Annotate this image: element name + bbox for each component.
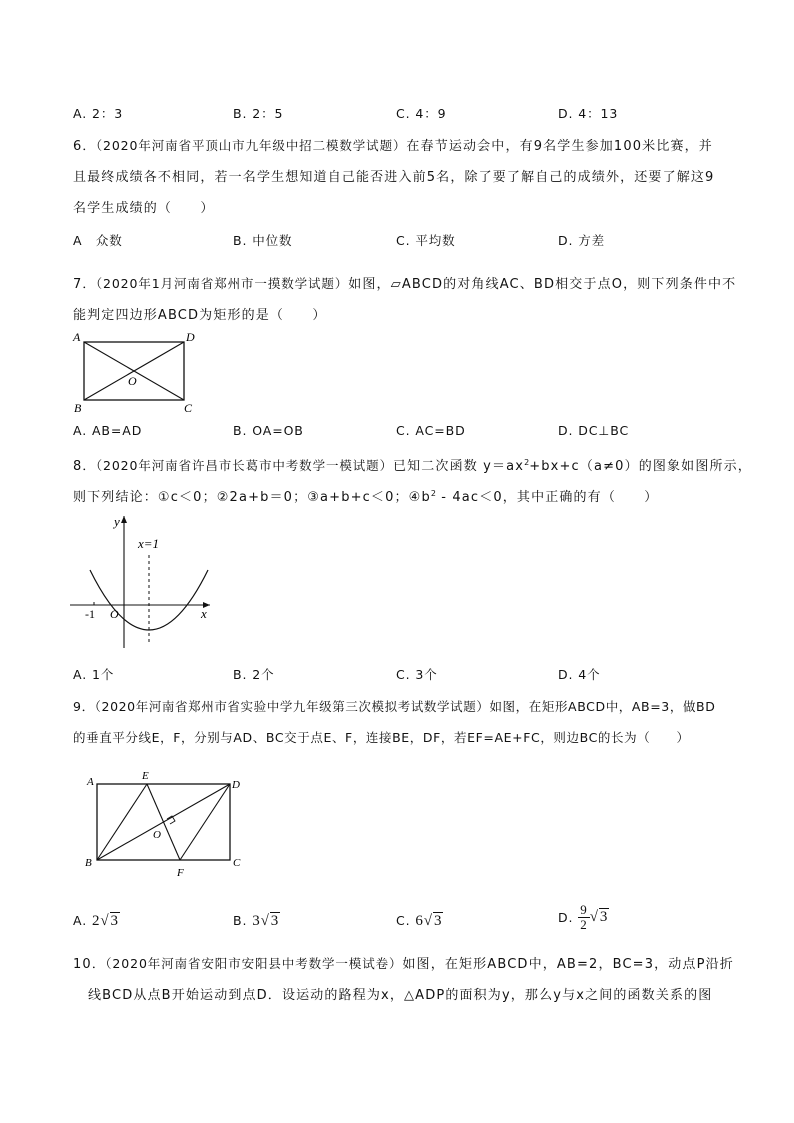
q9-option-a-radicand: 3: [110, 913, 119, 929]
q6-text-1: 在春节运动会中，有9名学生参加100米比赛，并: [406, 139, 713, 154]
q9-label-e: E: [142, 770, 149, 782]
q9-option-c-value: 6√3: [415, 913, 443, 929]
q9-option-c-label: C.: [396, 913, 411, 928]
q8-parabola-figure: [70, 510, 220, 650]
q9-option-b-coef: 3: [252, 913, 261, 929]
q8-option-a[interactable]: A. 1个: [73, 667, 115, 682]
q9-segment-ef: [147, 784, 180, 860]
q5-option-b[interactable]: B. 2：5: [233, 106, 284, 121]
q8-label-axis-eq: x=1: [138, 536, 160, 551]
q9-label-f: F: [177, 867, 184, 879]
q7-text-1: 如图，▱ABCD的对角线AC、BD相交于点O，则下列条件中不: [348, 277, 737, 292]
q9-option-d[interactable]: [558, 903, 609, 932]
q9-segment-be: [97, 784, 147, 860]
q9-option-d-label: D.: [558, 910, 574, 925]
q9-label-d: D: [232, 779, 240, 791]
q7-option-c[interactable]: C. AC=BD: [396, 423, 466, 438]
q6-option-b[interactable]: B. 中位数: [233, 233, 293, 248]
q6-number: 6: [73, 139, 83, 154]
q8-text-2a: 则下列结论：①c＜0；②2a+b＝0；③a+b+c＜0；④b: [73, 490, 431, 505]
q9-label-a: A: [87, 776, 94, 788]
q8-text-1b: +bx+c（a≠0）的图象如图所示，: [529, 459, 752, 474]
q6-option-a[interactable]: A 众数: [73, 233, 123, 248]
q9-text-1: 如图，在矩形ABCD中，AB=3，做BD: [489, 699, 716, 714]
q9-option-b-radicand: 3: [270, 913, 280, 929]
q9-label-b: B: [85, 857, 92, 869]
q7-option-b[interactable]: B. OA=OB: [233, 423, 304, 438]
q8-option-c[interactable]: C. 3个: [396, 667, 438, 682]
q8-option-d[interactable]: D. 4个: [558, 667, 601, 682]
q9-option-d-fraction: [578, 903, 589, 932]
q7-label-d: D: [186, 330, 195, 344]
q8-line-1: [73, 455, 752, 474]
q7-line-1: [73, 273, 736, 292]
q5-option-d[interactable]: D. 4：13: [558, 106, 619, 121]
q10-text-1: 如图，在矩形ABCD中，AB=2，BC=3，动点P沿折: [402, 957, 734, 972]
q6-line-2: 且最终成绩各不相同，若一名学生想知道自己能否进入前5名，除了要了解自己的成绩外，还要了解这9: [73, 170, 715, 185]
q8-text-1a: 已知二次函数 y＝ax: [392, 459, 525, 474]
q10-source: ．（2020年河南省安阳市安阳县中考数学一模试卷）: [91, 956, 403, 971]
q8-label-origin: O: [110, 607, 119, 621]
q8-y-arrow-icon: [121, 516, 127, 523]
q8-exponent-2: 2: [430, 489, 436, 498]
q5-option-c[interactable]: C. 4：9: [396, 106, 447, 121]
q8-label-neg1: -1: [85, 607, 95, 621]
q6-option-d[interactable]: D. 方差: [558, 233, 606, 248]
q8-number: 8: [73, 459, 83, 474]
q7-label-c: C: [184, 401, 193, 414]
q9-source: ．（2020年河南省郑州市省实验中学九年级第三次模拟考试数学试题）: [81, 699, 490, 714]
q7-parallelogram-figure: [70, 328, 200, 414]
q7-number: 7: [73, 277, 83, 292]
q8-line-2: [73, 486, 658, 505]
q9-rectangle-figure: [80, 768, 250, 880]
q5-option-a[interactable]: A. 2：3: [73, 106, 124, 121]
q7-label-a: A: [73, 330, 81, 344]
q9-label-c: C: [233, 857, 241, 869]
q9-option-b-label: B.: [233, 913, 248, 928]
q9-option-c[interactable]: [396, 913, 443, 930]
q9-option-a[interactable]: [73, 913, 120, 930]
q8-option-b[interactable]: B. 2个: [233, 667, 275, 682]
q8-source: ．（2020年河南省许昌市长葛市中考数学一模试题）: [82, 458, 393, 473]
q8-exponent-1: 2: [524, 458, 530, 467]
q6-line-1: [73, 135, 713, 154]
q9-option-c-coef: 6: [415, 913, 424, 929]
q7-label-b: B: [74, 401, 82, 414]
q7-line-2: 能判定四边形ABCD为矩形的是（ ）: [73, 308, 327, 323]
q9-number: 9: [73, 699, 82, 714]
q6-line-3: 名学生成绩的（ ）: [73, 201, 215, 216]
q7-option-a[interactable]: A. AB=AD: [73, 423, 143, 438]
q7-option-d[interactable]: D. DC⊥BC: [558, 423, 630, 438]
q9-label-o: O: [153, 829, 161, 841]
q10-line-1: [73, 953, 734, 972]
q9-option-d-radicand: 3: [599, 909, 609, 925]
q9-line-2: 的垂直平分线E，F，分别与AD、BC交于点E、F，连接BE，DF，若EF=AE+FC，则边BC的长为（ ）: [73, 730, 690, 745]
q9-option-a-label: A.: [73, 913, 88, 928]
q7-source: ．（2020年1月河南省郑州市一摸数学试题）: [82, 276, 349, 291]
q6-source: ．（2020年河南省平顶山市九年级中招二模数学试题）: [82, 138, 407, 153]
q9-option-b-value: 3√3: [252, 913, 280, 929]
q8-label-x: x: [201, 606, 207, 621]
q7-label-o: O: [128, 374, 137, 388]
q10-number: 10: [73, 957, 92, 972]
q8-label-y: y: [114, 514, 120, 529]
q9-line-1: [73, 697, 715, 715]
q9-option-b[interactable]: [233, 913, 280, 930]
q8-text-2b: - 4ac＜0，其中正确的有（ ）: [435, 490, 659, 505]
q9-option-d-denominator: 2: [580, 917, 588, 932]
q9-option-d-root: √3: [589, 909, 609, 925]
q9-option-a-value: 2√3: [91, 913, 119, 929]
q9-option-d-numerator: 9: [580, 902, 588, 917]
q10-line-2: 线BCD从点B开始运动到点D．设运动的路程为x，△ADP的面积为y，那么y与x之间的函数关系的图: [88, 988, 713, 1003]
q6-option-c[interactable]: C. 平均数: [396, 233, 456, 248]
q9-segment-df: [180, 784, 230, 860]
q9-option-c-radicand: 3: [433, 913, 443, 929]
q9-option-a-coef: 2: [91, 913, 101, 929]
